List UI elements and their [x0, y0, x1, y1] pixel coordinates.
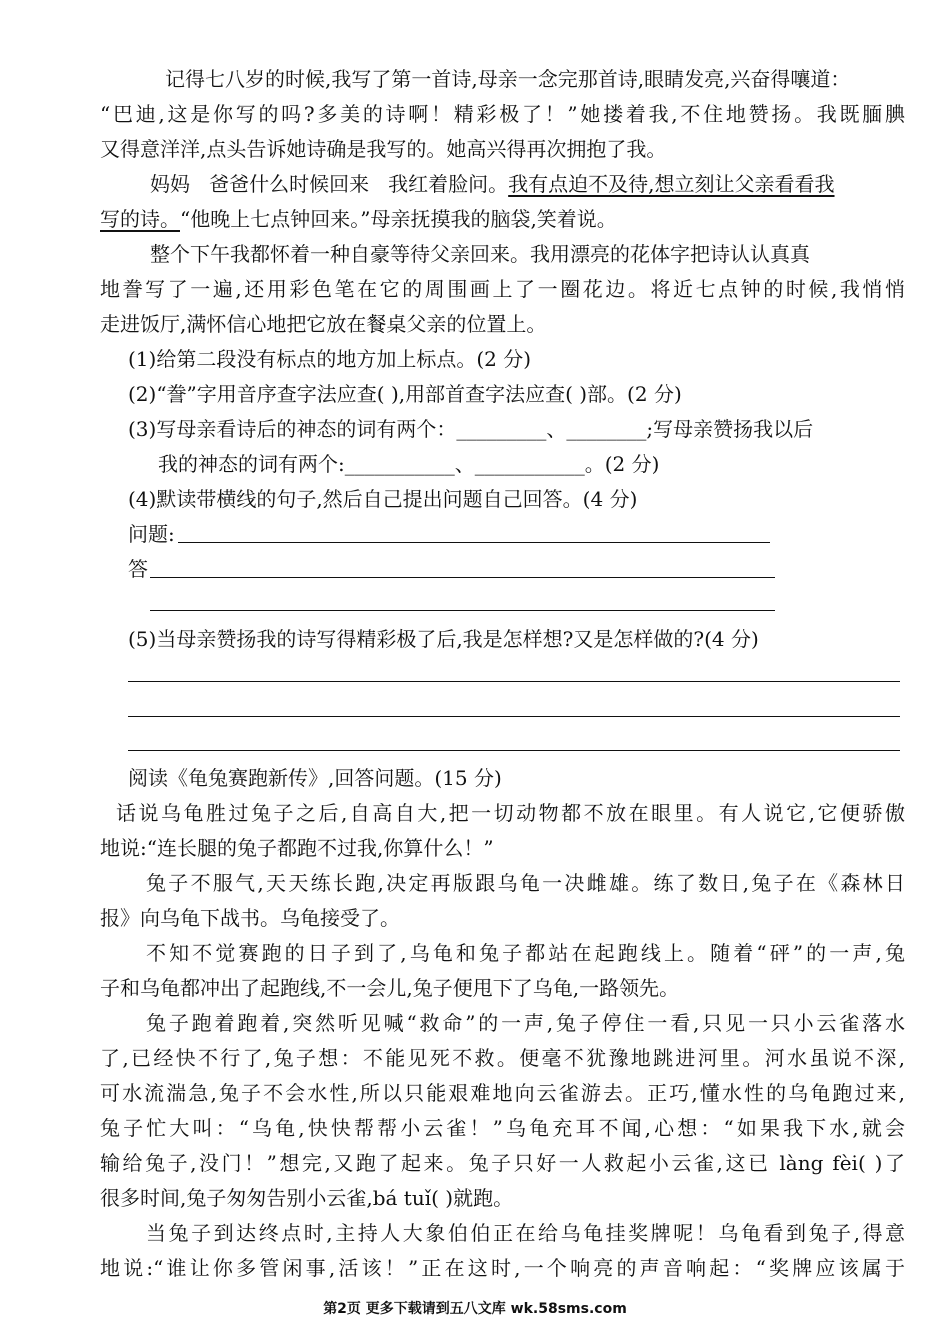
underlined-sentence-part1: 我有点迫不及待,想立刻让父亲看看我 [508, 172, 835, 196]
question-4-answer-line2 [150, 610, 775, 611]
passage2-intro: 阅读《龟兔赛跑新传》,回答问题。(15 分) [128, 766, 502, 790]
question-4-answer-line1 [150, 577, 775, 578]
question-4-question-line [178, 542, 770, 543]
passage2-line8: 了,已经快不行了,兔子想：不能见死不救。便毫不犹豫地跳进河里。河水虽说不深, [100, 1046, 905, 1070]
question-5-answer-line1 [128, 681, 900, 682]
page-footer: 第2页 更多下载请到五八文库 wk.58sms.com [323, 1301, 627, 1317]
question-3-line2: 我的神态的词有两个:___________、___________。(2 分) [158, 452, 660, 476]
passage2-line12: 很多时间,兔子匆匆告别小云雀,bá tuǐ( )就跑。 [100, 1186, 514, 1210]
question-4-question-label: 问题: [128, 522, 175, 546]
passage1-p2-line1 [150, 167, 905, 201]
passage1-p1-line3: 又得意洋洋,点头告诉她诗确是我写的。她高兴得再次拥抱了我。 [100, 137, 667, 161]
passage2-line5: 不知不觉赛跑的日子到了,乌龟和兔子都站在起跑线上。随着“砰”的一声,兔 [146, 941, 905, 965]
passage1-p3-line1: 整个下午我都怀着一种自豪等待父亲回来。我用漂亮的花体字把诗认认真真 [150, 242, 810, 266]
underlined-sentence-part2: 写的诗。 [100, 207, 180, 231]
passage1-p3-line2: 地誊写了一遍,还用彩色笔在它的周围画上了一圈花边。将近七点钟的时候,我悄悄 [100, 277, 905, 301]
question-3-line1: (3)写母亲看诗后的神态的词有两个：_________、________;写母亲赞扬我以后 [128, 417, 814, 441]
passage1-p2-rest-text: “他晚上七点钟回来。”母亲抚摸我的脑袋,笑着说。 [180, 207, 617, 231]
passage2-line3: 兔子不服气,天天练长跑,决定再版跟乌龟一决雌雄。练了数日,兔子在《森林日 [146, 871, 905, 895]
passage2-line6: 子和乌龟都冲出了起跑线,不一会儿,兔子便甩下了乌龟,一路领先。 [100, 976, 680, 1000]
passage2-line1: 话说乌龟胜过兔子之后,自高自大,把一切动物都不放在眼里。有人说它,它便骄傲 [116, 801, 905, 825]
question-2: (2)“誊”字用音序查字法应查( ),用部首查字法应查( )部。(2 分) [128, 382, 682, 406]
passage1-p2-line2 [100, 202, 617, 236]
passage1-p1-line1: 记得七八岁的时候,我写了第一首诗,母亲一念完那首诗,眼睛发亮,兴奋得嚷道： [165, 67, 851, 91]
passage1-p2-lead-text: 妈妈 爸爸什么时候回来 我红着脸问。 [150, 172, 509, 196]
passage2-line2: 地说:“连长腿的兔子都跑不过我,你算什么！” [100, 836, 494, 860]
passage2-line14: 地说:“谁让你多管闲事,活该！”正在这时,一个响亮的声音响起：“奖牌应该属于 [100, 1256, 905, 1280]
passage1-p3-line3: 走进饭厅,满怀信心地把它放在餐桌父亲的位置上。 [100, 312, 547, 336]
passage1-p1-line2: “巴迪,这是你写的吗?多美的诗啊！精彩极了！”她搂着我,不住地赞扬。我既腼腆 [100, 102, 905, 126]
question-5-answer-line3 [128, 750, 900, 751]
passage2-line13: 当兔子到达终点时,主持人大象伯伯正在给乌龟挂奖牌呢！乌龟看到兔子,得意 [146, 1221, 905, 1245]
question-4: (4)默读带横线的句子,然后自己提出问题自己回答。(4 分) [128, 487, 638, 511]
question-5: (5)当母亲赞扬我的诗写得精彩极了后,我是怎样想?又是怎样做的?(4 分) [128, 627, 759, 651]
passage2-line9: 可水流湍急,兔子不会水性,所以只能艰难地向云雀游去。正巧,懂水性的乌龟跑过来, [100, 1081, 905, 1105]
passage2-line11: 输给兔子,没门！”想完,又跑了起来。兔子只好一人救起小云雀,这已 làng fèi( )了 [100, 1151, 905, 1175]
question-5-answer-line2 [128, 716, 900, 717]
passage2-line10: 兔子忙大叫：“乌龟,快快帮帮小云雀！”乌龟充耳不闻,心想：“如果我下水,就会 [100, 1116, 905, 1140]
passage2-line4: 报》向乌龟下战书。乌龟接受了。 [100, 906, 400, 930]
question-4-answer-label: 答 [128, 557, 148, 581]
passage2-line7: 兔子跑着跑着,突然听见喊“救命”的一声,兔子停住一看,只见一只小云雀落水 [146, 1011, 905, 1035]
question-1: (1)给第二段没有标点的地方加上标点。(2 分) [128, 347, 532, 371]
